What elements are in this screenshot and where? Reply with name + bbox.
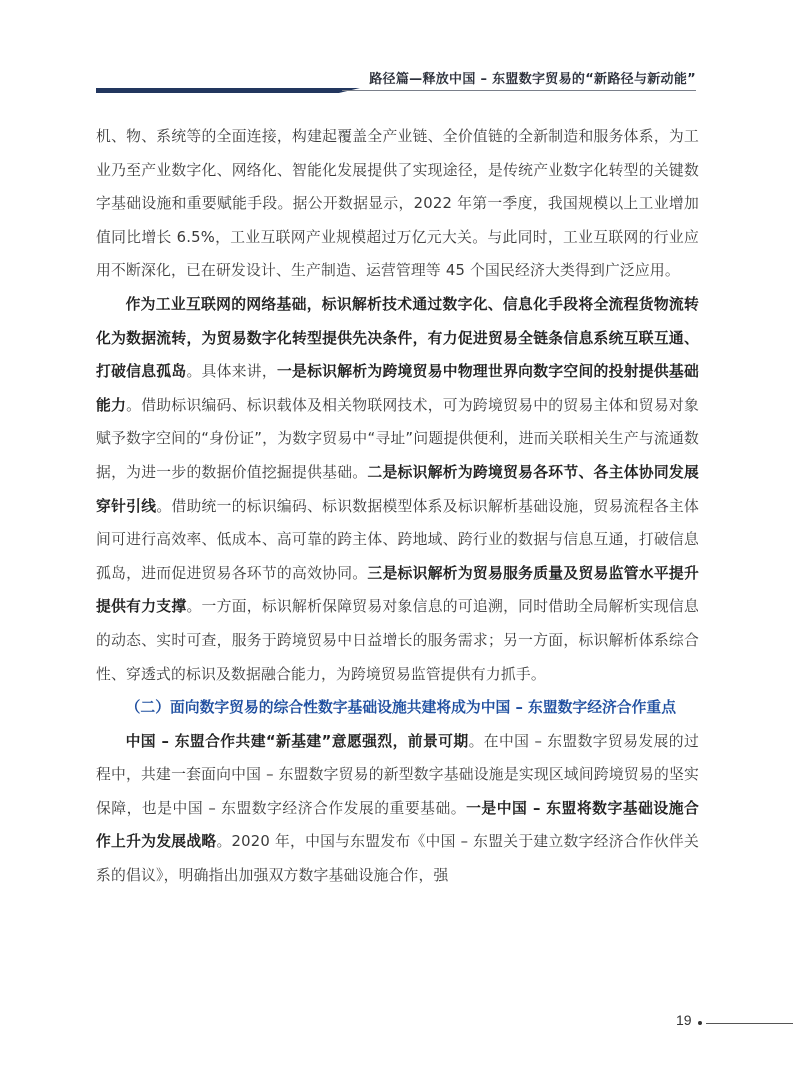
paragraph-2-text-2: 。借助标识编码、标识载体及相关物联网技术，可为跨境贸易中的贸易主体和贸易对象赋予数字空间的“身份证”，为数字贸易中“寻址”问题提供便利，进而关联相关生产与流通数据，为进一步的数据价值挖掘提供基础。 [96,396,699,481]
point-one: 一是标识解析为跨境贸易中物理世界向数字空间的投射提供基础能力 [96,363,700,414]
running-title: 路径篇—释放中国 – 东盟数字贸易的“新路径与新动能” [369,72,696,87]
paragraph-3-text-1: 。在中国 – 东盟数字贸易发展的过程中，共建一套面向中国 – 东盟数字贸易的新型数字基础设施是实现区域间跨境贸易的坚实保障，也是中国 – 东盟数字经济合作发展的重要基础。 [96,732,699,817]
point-two: 二是标识解析为跨境贸易各环节、各主体协同发展穿针引线 [96,463,699,515]
paragraph-2-text-3: 。借助统一的标识编码、标识数据模型体系及标识解析基础设施，贸易流程各主体间可进行高效率、低成本、高可靠的跨主体、跨地域、跨行业的数据与信息互通，打破信息孤岛，进而促进贸易各环节的高效协同。 [96,497,699,582]
paragraph-1 [96,120,699,288]
paragraph-2-text-1: 。具体来讲， [186,363,277,381]
point-one-asean: 一是中国 – 东盟将数字基础设施合作上升为发展战略 [96,799,699,851]
page-header [96,64,696,96]
paragraph-3-text-2: 。2020 年，中国与东盟发布《中国 – 东盟关于建立数字经济合作伙伴关系的倡议》，明确指出加强双方数字基础设施合作，强 [96,833,699,885]
paragraph-2 [96,288,699,691]
paragraph-3 [96,725,699,893]
paragraph-3-lead: 中国 – 东盟合作共建“新基建”意愿强烈，前景可期 [125,732,469,750]
header-accent-bar [96,88,360,93]
paragraph-1-text: 机、物、系统等的全面连接，构建起覆盖全产业链、全价值链的全新制造和服务体系，为工业乃至产业数字化、网络化、智能化发展提供了实现途径，是传统产业数字化转型的关键数字基础设施和重要赋能手段。据公开数据显示，2022 年第一季度，我国规模以上工业增加值同比增长 6.5%，工业互联网产业规模超过万亿元大关。与此同时，工业互联网的行业应用不断深化，已在研发设计、生产制造、运营管理等 45 个国民经济大类得到广泛应用。 [96,128,699,280]
paragraph-2-lead: 作为工业互联网的网络基础，标识解析技术通过数字化、信息化手段将全流程货物流转化为数据流转，为贸易数字化转型提供先决条件，有力促进贸易全链条信息系统互联互通、打破信息孤岛 [96,295,699,381]
point-three: 三是标识解析为贸易服务质量及贸易监管水平提升提供有力支撑 [96,564,699,616]
footer-rule [706,1023,793,1024]
header-rule [342,90,696,91]
body-text [96,120,699,893]
paragraph-2-text-4: 。一方面，标识解析保障贸易对象信息的可追溯，同时借助全局解析实现信息的动态、实时可查，服务于跨境贸易中日益增长的服务需求；另一方面，标识解析体系综合性、穿透式的标识及数据融合能力，为跨境贸易监管提供有力抓手。 [96,598,699,683]
footer-dot [698,1021,702,1025]
page-footer [676,1012,793,1036]
page-number: 19 [676,1012,692,1028]
section-subheading: （二）面向数字贸易的综合性数字基础设施共建将成为中国 – 东盟数字经济合作重点 [125,699,676,717]
